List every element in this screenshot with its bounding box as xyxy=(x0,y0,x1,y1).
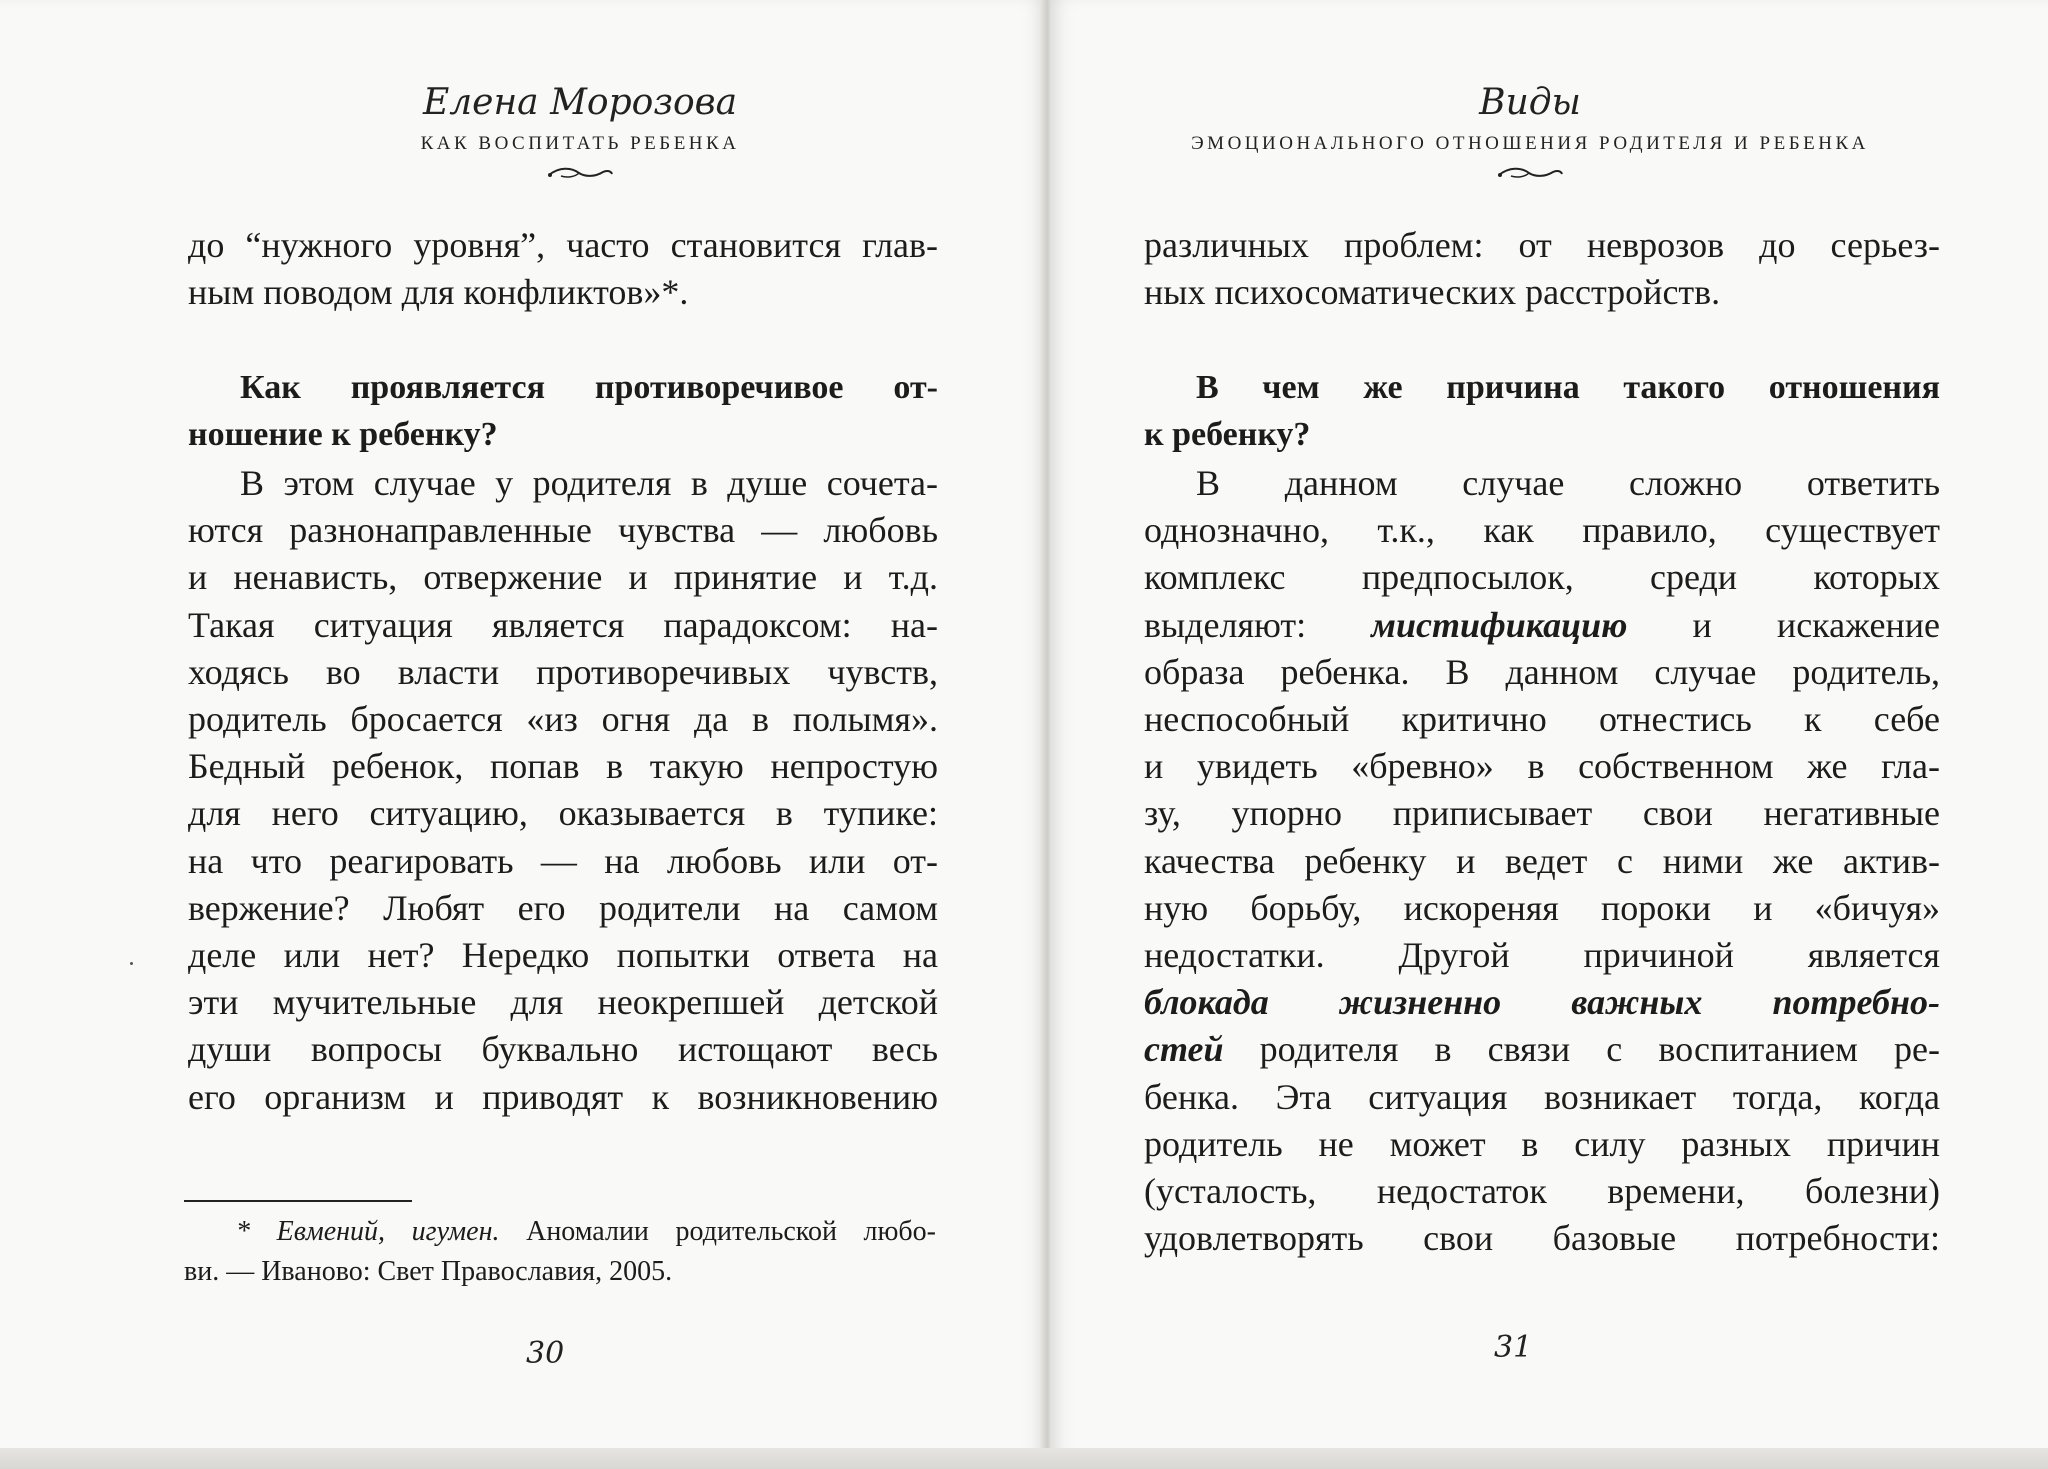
text-line: ходясь во власти противоречивых чувств, xyxy=(188,651,938,692)
text-line: ных психосоматических расстройств. xyxy=(1144,272,1721,313)
left-body-text xyxy=(188,460,938,1121)
text-line: эти мучительные для неокрепшей детской xyxy=(188,982,938,1023)
text-line xyxy=(1144,602,1940,649)
text-line: В данном случае сложно ответить xyxy=(1196,463,1940,503)
text-fragment: выделяют: xyxy=(1144,604,1372,645)
heading-line: В чем же причина такого отношения xyxy=(1196,369,1940,406)
flourish-ornament-icon xyxy=(1495,165,1565,181)
text-line: ную борьбу, искореняя пороки и «бичуя» xyxy=(1144,887,1940,928)
left-section-heading xyxy=(188,364,938,458)
heading-line: Как проявляется противоречивое от- xyxy=(240,369,938,406)
text-line: удовлетворять свои базовые потребности: xyxy=(1144,1218,1940,1259)
text-fragment: и искажение xyxy=(1627,604,1940,645)
text-line: родитель бросается «из огня да в полымя». xyxy=(188,699,938,740)
heading-line: к ребенку? xyxy=(1144,416,1311,453)
footnote-text: ви. — Иваново: Свет Православия, 2005. xyxy=(184,1256,673,1287)
emphasized-term: мистификацию xyxy=(1371,604,1628,645)
text-line: и увидеть «бревно» в собственном же гла- xyxy=(1144,746,1940,787)
text-line: образа ребенка. В данном случае родитель, xyxy=(1144,651,1940,692)
print-speck xyxy=(130,962,133,965)
left-continuation xyxy=(188,222,938,316)
text-line: ным поводом для конфликтов»*. xyxy=(188,272,689,313)
text-line: бенка. Эта ситуация возникает тогда, когда xyxy=(1144,1076,1940,1117)
text-line: до “нужного уровня”, часто становится глав- xyxy=(188,225,938,265)
book-bottom-edge xyxy=(0,1448,2048,1469)
text-line: В этом случае у родителя в душе сочета- xyxy=(240,463,938,503)
text-line: недостатки. Другой причиной является xyxy=(1144,935,1940,976)
text-line: однозначно, т.к., как правило, существует xyxy=(1144,510,1940,551)
text-line: комплекс предпосылок, среди которых xyxy=(1144,557,1940,598)
text-line: (усталость, недостаток времени, болезни) xyxy=(1144,1171,1940,1212)
text-line: ются разнонаправленные чувства — любовь xyxy=(188,510,938,551)
flourish-ornament-icon xyxy=(545,165,615,181)
emphasized-term: блокада жизненно важных потребно- xyxy=(1144,982,1940,1023)
text-line: его организм и приводят к возникновению xyxy=(188,1076,938,1117)
text-line: на что реагировать — на любовь или от- xyxy=(188,840,938,881)
right-page-header xyxy=(1110,82,1950,181)
text-line: неспособный критично отнестись к себе xyxy=(1144,699,1940,740)
text-line: души вопросы буквально истощают весь xyxy=(188,1029,938,1070)
text-line: и ненависть, отвержение и принятие и т.д. xyxy=(188,557,938,598)
text-line: деле или нет? Нередко попытки ответа на xyxy=(188,935,938,976)
footnote xyxy=(184,1212,936,1292)
right-section-heading xyxy=(1144,364,1940,458)
text-line: Такая ситуация является парадоксом: на- xyxy=(188,604,938,645)
text-line: родитель не может в силу разных причин xyxy=(1144,1123,1940,1164)
text-fragment: родителя в связи с воспитанием ре- xyxy=(1223,1029,1940,1070)
text-line: зу, упорно приписывает свои негативные xyxy=(1144,793,1940,834)
page-number: 30 xyxy=(526,1336,565,1371)
right-continuation xyxy=(1144,222,1940,316)
text-line: вержение? Любят его родители на самом xyxy=(188,887,938,928)
text-line xyxy=(1144,1026,1940,1073)
page-number: 31 xyxy=(1494,1330,1533,1365)
left-page-header xyxy=(300,82,860,181)
running-title: Виды xyxy=(1479,82,1581,123)
footnote-text: Аномалии родительской любо- xyxy=(499,1216,936,1247)
text-line: Бедный ребенок, попав в такую непростую xyxy=(188,746,938,787)
text-line: качества ребенку и ведет с ними же актив- xyxy=(1144,840,1940,881)
footnote-divider xyxy=(184,1200,412,1202)
text-line: для него ситуацию, оказывается в тупике: xyxy=(188,793,938,834)
footnote-author: * Евмений, игумен. xyxy=(236,1216,500,1247)
running-subtitle: ЭМОЦИОНАЛЬНОГО ОТНОШЕНИЯ РОДИТЕЛЯ И РЕБЕНКА xyxy=(1191,133,1869,154)
heading-line: ношение к ребенку? xyxy=(188,416,498,453)
author-name: Елена Морозова xyxy=(422,82,738,123)
text-line: различных проблем: от неврозов до серьез- xyxy=(1144,225,1940,265)
right-body-text xyxy=(1144,460,1940,1262)
emphasized-term: стей xyxy=(1144,1029,1224,1070)
book-title: КАК ВОСПИТАТЬ РЕБЕНКА xyxy=(420,133,740,154)
right-page xyxy=(1050,0,2048,1469)
